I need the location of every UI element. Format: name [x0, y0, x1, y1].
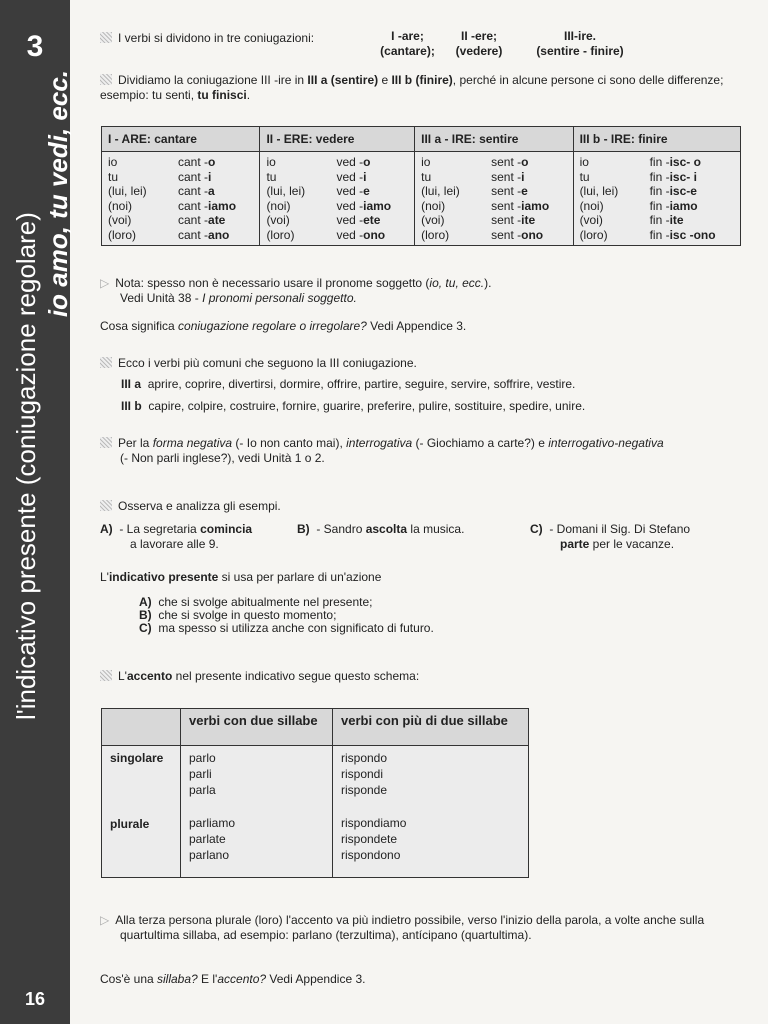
verb-ending: iamo [669, 198, 698, 213]
verb-stem: ved - [336, 213, 364, 227]
verb-stem: sent - [491, 184, 522, 198]
pronoun: tu [579, 169, 590, 184]
table-header: III a - IRE: sentire [415, 127, 573, 152]
verb-ending: i [363, 169, 367, 184]
verb-stem: fin - [649, 184, 670, 198]
table-header-empty [102, 709, 181, 746]
division-paragraph: Dividiamo la coniugazione III -ire in III a (sentire) e III b (finire), perché in alcune persone ci sono delle differenze; esempio: tu senti, tu finisci. [100, 73, 724, 102]
verb-stem: fin - [649, 213, 670, 227]
verb-ending: a [208, 184, 215, 198]
hatched-bullet-icon [100, 32, 112, 43]
verb-ending: isc -ono [669, 227, 716, 242]
pronoun: (voi) [108, 213, 132, 227]
conjugation-row [266, 213, 408, 228]
unit-number: 3 [26, 30, 44, 63]
verb-stem: sent - [491, 198, 522, 213]
conjugation-1: I -are; (cantare); [380, 29, 435, 58]
table-header: verbi con due sillabe [181, 709, 333, 746]
verb-stem: sent - [491, 213, 522, 227]
verb-stem: fin - [649, 155, 670, 169]
conjugation-row [580, 170, 734, 185]
conjugation-row [108, 213, 253, 228]
hatched-bullet-icon [100, 74, 112, 85]
pronoun: tu [266, 169, 277, 184]
conjugation-row [108, 155, 253, 170]
verb-ending: ite [669, 213, 684, 227]
verb-ending: i [208, 169, 212, 184]
pronoun: tu [108, 169, 119, 184]
conjugation-row [421, 170, 566, 185]
pronoun: (loro) [579, 227, 608, 242]
verb-ending: iamo [521, 198, 550, 213]
unit-subtitle: io amo, tu vedi, ecc. [43, 70, 73, 318]
conjugation-column [573, 152, 740, 246]
list-item: C) ma spesso si utilizza anche con significato di futuro. [139, 621, 434, 635]
conjugation-row [421, 155, 566, 170]
pronoun: io [579, 155, 589, 169]
conjugation-row [266, 199, 408, 214]
conjugation-row [266, 155, 408, 170]
verb-ending: ate [208, 213, 226, 227]
hatched-bullet-icon [100, 670, 112, 681]
pronoun: io [421, 155, 431, 169]
verb-stem: ved - [336, 198, 364, 213]
verb-ending: i [521, 169, 525, 184]
pronoun: (loro) [266, 227, 295, 242]
accent-table [101, 708, 529, 878]
verb-ending: isc-e [669, 184, 697, 198]
example-a: A) - La segretaria comincia a lavorare alle 9. [100, 522, 253, 551]
multi-syllable-verbs-cell: rispondo rispondi risponde rispondiamo rispondete rispondono [333, 746, 529, 878]
pronoun: (lui, lei) [108, 184, 147, 198]
verb-stem: cant - [178, 155, 209, 169]
verb-stem: cant - [178, 169, 209, 184]
conjugation-row [580, 213, 734, 228]
verb-stem: ved - [336, 169, 364, 184]
common-verbs-intro: Ecco i verbi più comuni che seguono la III coniugazione. [100, 356, 417, 370]
accent-intro: L'accento nel presente indicativo segue questo schema: [100, 669, 419, 683]
conjugation-row [108, 228, 253, 243]
verb-stem: fin - [649, 169, 670, 184]
verbs-list-a: III a aprire, coprire, divertirsi, dormire, offrire, partire, seguire, servire, soffrire, vestire. [121, 377, 576, 391]
conjugation-row [580, 199, 734, 214]
negative-forms-paragraph: Per la forma negativa (- Io non canto mai), interrogativa (- Giochiamo a carte?) e interrogativo-negativa (- Non parli inglese?), vedi Unità 1 o 2. [100, 436, 664, 466]
verbs-list-b: III b capire, colpire, costruire, fornire, guarire, preferire, pulire, sostituire, spedire, unire. [121, 399, 586, 413]
pronoun: (voi) [266, 213, 290, 227]
pronoun: (voi) [579, 213, 603, 227]
hatched-bullet-icon [100, 500, 112, 511]
conjugation-row [421, 228, 566, 243]
pronoun: (noi) [108, 198, 133, 213]
pronoun: (loro) [421, 227, 450, 242]
verb-ending: isc- o [669, 155, 701, 169]
conjugation-row [108, 170, 253, 185]
arrow-bullet-icon: ▷ [100, 276, 110, 290]
conjugation-row [108, 199, 253, 214]
verb-stem: cant - [178, 213, 209, 227]
list-item: A) che si svolge abitualmente nel presente; [139, 595, 373, 609]
usage-intro: L'indicativo presente si usa per parlare di un'azione [100, 570, 382, 584]
conjugation-row [266, 228, 408, 243]
pronoun: tu [421, 169, 432, 184]
verb-stem: cant - [178, 184, 209, 198]
verb-ending: o [208, 155, 216, 169]
verb-stem: cant - [178, 227, 209, 242]
verb-ending: e [521, 184, 528, 198]
pronoun: (loro) [108, 227, 137, 242]
hatched-bullet-icon [100, 357, 112, 368]
page-number: 16 [24, 989, 46, 1009]
pronoun: (lui, lei) [579, 184, 619, 198]
pronoun: io [108, 155, 118, 169]
examples-intro: Osserva e analizza gli esempi. [100, 499, 281, 513]
verb-ending: ono [363, 227, 386, 242]
conjugation-row [421, 213, 566, 228]
pronoun: io [266, 155, 276, 169]
table-header: verbi con più di due sillabe [333, 709, 529, 746]
two-syllable-verbs-cell: parlo parli parla parliamo parlate parlano [181, 746, 333, 878]
conjugation-2: II -ere; (vedere) [455, 29, 503, 58]
pronoun: (noi) [579, 198, 604, 213]
verb-ending: ono [521, 227, 544, 242]
conjugation-column [415, 152, 573, 246]
example-c: C) - Domani il Sig. Di Stefano parte per le vacanze. [530, 522, 691, 551]
pronoun: (noi) [266, 198, 291, 213]
arrow-bullet-icon: ▷ [100, 913, 110, 927]
example-b: B) - Sandro ascolta la musica. [297, 522, 465, 536]
third-person-note: ▷ Alla terza persona plurale (loro) l'accento va più indietro possibile, verso l'inizio della parola, a volte anche sulla quartultima sillaba, ad esempio: parlano (terzultima), antícipano (quartultima). [100, 913, 705, 942]
question-regular-verbs: Cosa significa coniugazione regolare o irregolare? Vedi Appendice 3. [100, 319, 467, 333]
conjugation-column [102, 152, 260, 246]
pronoun: (voi) [421, 213, 445, 227]
unit-sidebar [0, 0, 73, 1024]
list-item: B) che si svolge in questo momento; [139, 608, 337, 622]
verb-stem: ved - [336, 184, 364, 198]
pronoun: (noi) [421, 198, 446, 213]
verb-ending: iamo [208, 198, 237, 213]
verb-ending: e [363, 184, 370, 198]
verb-ending: iamo [363, 198, 392, 213]
conjugation-row [580, 155, 734, 170]
conjugation-row [421, 199, 566, 214]
verb-ending: isc- i [669, 169, 697, 184]
conjugation-column [260, 152, 415, 246]
question-syllable-accent: Cos'è una sillaba? E l'accento? Vedi Appendice 3. [100, 972, 366, 986]
hatched-bullet-icon [100, 437, 112, 448]
conjugation-3: III-ire. (sentire - finire) [536, 29, 624, 58]
verb-ending: o [521, 155, 529, 169]
intro-paragraph: I verbi si dividono in tre coniugazioni: [100, 31, 314, 45]
pronoun: (lui, lei) [421, 184, 460, 198]
conjugation-row [266, 170, 408, 185]
table-row-label: singolare plurale [102, 746, 181, 878]
conjugation-row [421, 184, 566, 199]
verb-stem: sent - [491, 169, 522, 184]
conjugation-table [101, 126, 741, 246]
verb-stem: sent - [491, 227, 522, 242]
usage-list [139, 596, 434, 635]
verb-stem: sent - [491, 155, 522, 169]
conjugation-row [580, 184, 734, 199]
verb-ending: ite [521, 213, 536, 227]
table-header: I - ARE: cantare [102, 127, 260, 152]
verb-stem: fin - [649, 227, 670, 242]
conjugation-row [108, 184, 253, 199]
verb-ending: o [363, 155, 371, 169]
verb-stem: ved - [336, 155, 364, 169]
table-header: II - ERE: vedere [260, 127, 415, 152]
verb-stem: cant - [178, 198, 209, 213]
verb-stem: ved - [336, 227, 364, 242]
note-paragraph: ▷ Nota: spesso non è necessario usare il pronome soggetto (io, tu, ecc.). Vedi Unità 38 - I pronomi personali soggetto. [100, 276, 492, 305]
unit-title: l'indicativo presente (coniugazione regolare) [11, 212, 41, 720]
table-header: III b - IRE: finire [573, 127, 740, 152]
conjugation-row [580, 228, 734, 243]
verb-ending: ano [208, 227, 230, 242]
verb-ending: ete [363, 213, 381, 227]
conjugation-row [266, 184, 408, 199]
pronoun: (lui, lei) [266, 184, 306, 198]
verb-stem: fin - [649, 198, 670, 213]
